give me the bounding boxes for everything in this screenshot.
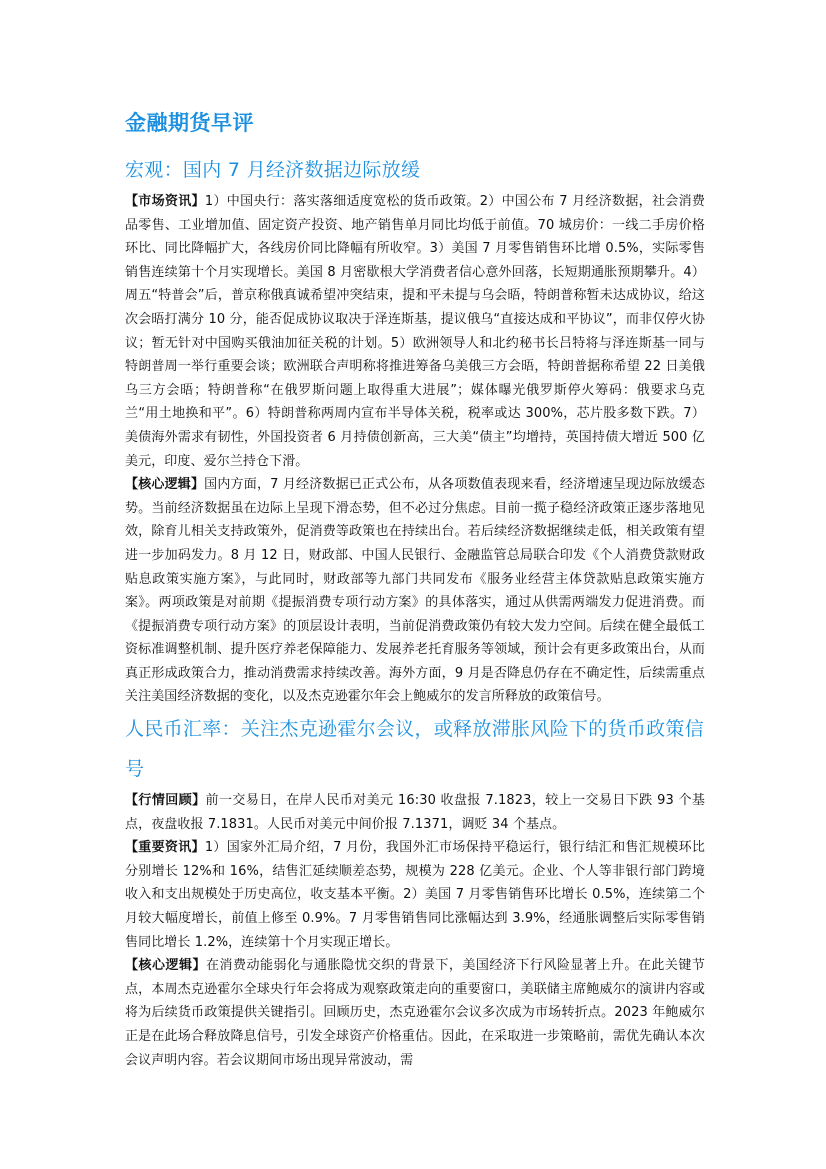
document-body <box>125 108 705 1072</box>
paragraph-core-logic-rmb <box>125 954 705 1072</box>
paragraph-tag: 【重要资讯】 <box>125 840 205 856</box>
paragraph-tag: 【核心逻辑】 <box>125 958 206 974</box>
paragraph-market-news <box>125 190 705 473</box>
paragraph-text: 1）中国央行：落实落细适度宽松的货币政策。2）中国公布 7 月经济数据，社会消费品零售、工业增加值、固定资产投资、地产销售单月同比均低于前值。70 城房价：一线二手房价格环比、同比降幅扩大，各线房价同比降幅有所收窄。3）美国 7 月零售销售环比增 0.5%，实际零售销售连续第十个月实现增长。美国 8 月密歇根大学消费者信心意外回落，长短期通胀预期攀升。4）周五“特普会”后，普京称俄真诚希望冲突结束，提和平未提与乌会晤，特朗普称暂未达成协议，给这次会晤打满分 10 分，能否促成协议取决于泽连斯基，提议俄乌“直接达成和平协议”，而非仅停火协议；暂无针对中国购买俄油加征关税的计划。5）欧洲领导人和北约秘书长吕特将与泽连斯基一同与特朗普周一举行重要会谈；欧洲联合声明称将推进筹备乌美俄三方会晤，特朗普据称希望 22 日美俄乌三方会晤；特朗普称“在俄罗斯问题上取得重大进展”；媒体曝光俄罗斯停火筹码：俄要求乌克兰“用土地换和平”。6）特朗普称两周内宣布半导体关税，税率或达 300%，芯片股多数下跌。7）美债海外需求有韧性，外国投资者 6 月持债创新高，三大美“债主”均增持，英国持债大增近 500 亿美元，印度、爱尔兰持仓下滑。 <box>125 194 705 469</box>
section-heading-macro: 宏观：国内 7 月经济数据边际放缓 <box>125 159 421 181</box>
paragraph-text: 前一交易日，在岸人民币对美元 16:30 收盘报 7.1823，较上一交易日下跌 93 个基点，夜盘收报 7.1831。人民币对美元中间价报 7.1371，调贬 34 个基点。 <box>125 793 705 832</box>
paragraph-tag: 【核心逻辑】 <box>125 477 205 493</box>
paragraph-core-logic <box>125 473 705 709</box>
document-title: 金融期货早评 <box>125 111 254 135</box>
paragraph-market-review <box>125 789 705 836</box>
paragraph-important-news <box>125 836 705 954</box>
paragraph-tag: 【市场资讯】 <box>125 194 205 209</box>
paragraph-text: 国内方面，7 月经济数据已正式公布，从各项数值表现来看，经济增速呈现边际放缓态势。当前经济数据虽在边际上呈现下滑态势，但不必过分焦虑。目前一揽子稳经济政策正逐步落地见效，除育儿相关支持政策外，促消费等政策也在持续出台。若后续经济数据继续走低，相关政策有望进一步加码发力。8 月 12 日，财政部、中国人民银行、金融监管总局联合印发《个人消费贷款财政贴息政策实施方案》，与此同时，财政部等九部门共同发布《服务业经营主体贷款贴息政策实施方案》。两项政策是对前期《提振消费专项行动方案》的具体落实，通过从供需两端发力促进消费。而《提振消费专项行动方案》的顶层设计表明，当前促消费政策仍有较大发力空间。后续在健全最低工资标准调整机制、提升医疗养老保障能力、发展养老托育服务等领域，预计会有更多政策出台，从而真正形成政策合力，推动消费需求持续改善。海外方面，9 月是否降息仍存在不确定性，后续需重点关注美国经济数据的变化，以及杰克逊霍尔年会上鲍威尔的发言所释放的政策信号。 <box>125 477 705 705</box>
section-heading-rmb: 人民币汇率：关注杰克逊霍尔会议，或释放滞胀风险下的货币政策信号 <box>125 718 705 781</box>
paragraph-tag: 【行情回顾】 <box>125 793 206 809</box>
paragraph-text: 在消费动能弱化与通胀隐忧交织的背景下，美国经济下行风险显著上升。在此关键节点，本周杰克逊霍尔全球央行年会将成为观察政策走向的重要窗口，美联储主席鲍威尔的演讲内容或将为后续货币政策提供关键指引。回顾历史，杰克逊霍尔会议多次成为市场转折点。2023 年鲍威尔正是在此场合释放降息信号，引发全球资产价格重估。因此，在采取进一步策略前，需优先确认本次会议声明内容。若会议期间市场出现异常波动，需 <box>125 958 705 1068</box>
paragraph-text: 1）国家外汇局介绍，7 月份，我国外汇市场保持平稳运行，银行结汇和售汇规模环比分别增长 12%和 16%，结售汇延续顺差态势，规模为 228 亿美元。企业、个人等非银行部门跨境收入和支出规模处于历史高位，收支基本平衡。2）美国 7 月零售销售环比增长 0.5%，连续第二个月较大幅度增长，前值上修至 0.9%。7 月零售销售同比涨幅达到 3.9%，经通胀调整后实际零售销售同比增长 1.2%，连续第十个月实现正增长。 <box>125 840 706 950</box>
